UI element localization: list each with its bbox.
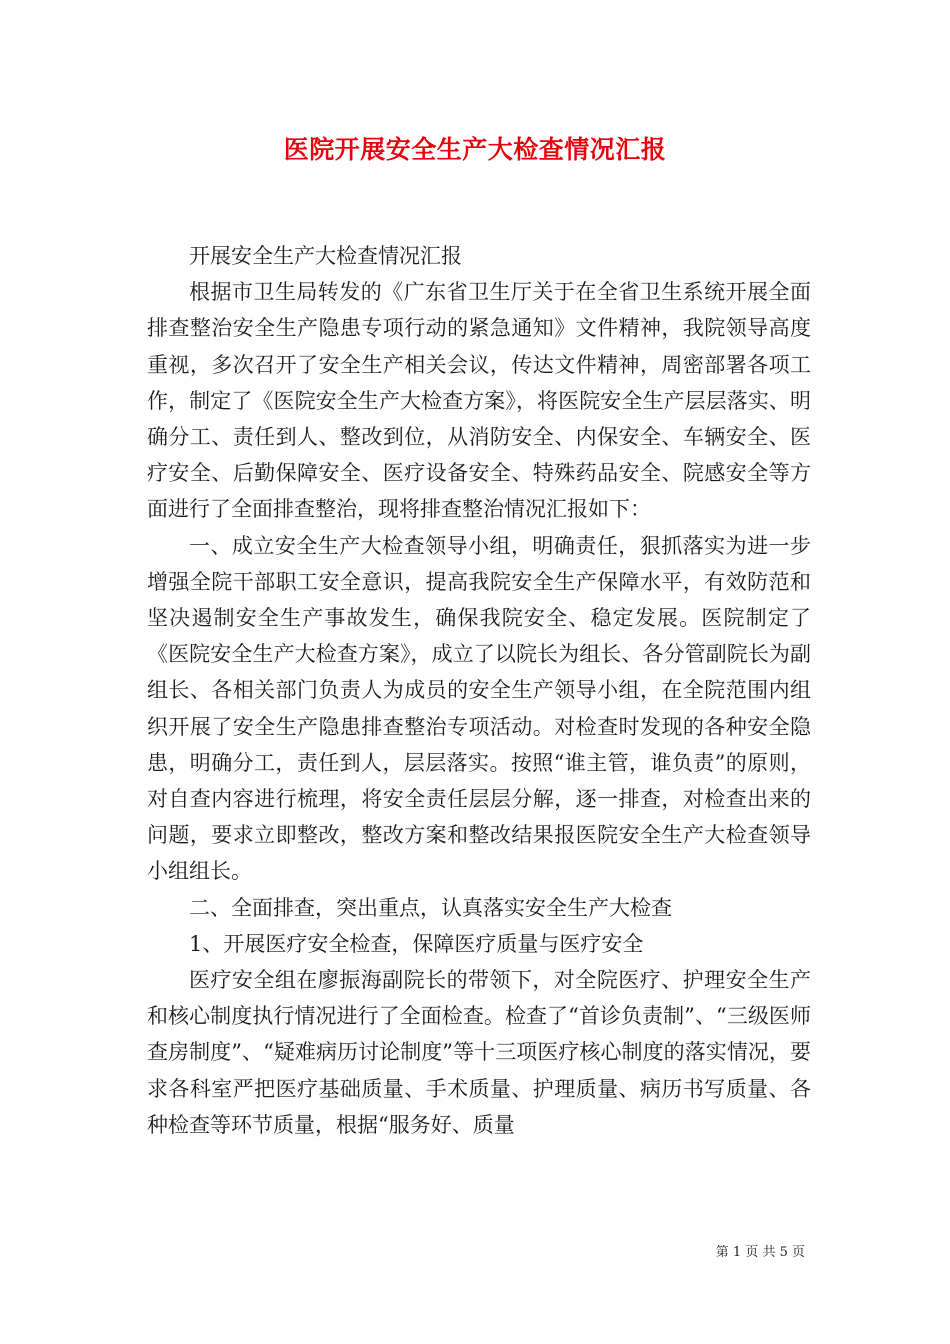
page-indicator: 第 1 页 共 5 页 (715, 1245, 805, 1260)
paragraph-intro: 根据市卫生局转发的《广东省卫生厅关于在全省卫生系统开展全面排查整治安全生产隐患专项行动的紧急通知》文件精神，我院领导高度重视，多次召开了安全生产相关会议，传达文件精神，周密部署各项工作，制定了《医院安全生产大检查方案》，将医院安全生产层层落实、明确分工、责任到人、整改到位，从消防安全、内保安全、车辆安全、医疗安全、后勤保障安全、医疗设备安全、特殊药品安全、院感安全等方面进行了全面排查整治，现将排查整治情况汇报如下： (147, 280, 811, 522)
paragraph-medical-safety: 医疗安全组在廖振海副院长的带领下，对全院医疗、护理安全生产和核心制度执行情况进行了全面检查。检查了“首诊负责制”、“三级医师查房制度”、“疑难病历讨论制度”等十三项医疗核心制度的落实情况，要求各科室严把医疗基础质量、手术质量、护理质量、病历书写质量、各种检查等环节质量，根据“服务好、质量 (147, 968, 811, 1137)
paragraph-section-1: 一、成立安全生产大检查领导小组，明确责任，狠抓落实为进一步增强全院干部职工安全意识，提高我院安全生产保障水平，有效防范和坚决遏制安全生产事故发生，确保我院安全、稳定发展。医院制定了《医院安全生产大检查方案》，成立了以院长为组长、各分管副院长为副组长、各相关部门负责人为成员的安全生产领导小组，在全院范围内组织开展了安全生产隐患排查整治专项活动。对检查时发现的各种安全隐患，明确分工，责任到人，层层落实。按照“谁主管，谁负责”的原则，对自查内容进行梳理，将安全责任层层分解，逐一排查，对检查出来的问题，要求立即整改，整改方案和整改结果报医院安全生产大检查领导小组组长。 (147, 533, 811, 884)
paragraph-subtitle: 开展安全生产大检查情况汇报 (189, 244, 462, 268)
document-body (147, 238, 811, 1143)
document-title: 医院开展安全生产大检查情况汇报 (283, 135, 667, 164)
paragraph-section-2-heading: 二、全面排查，突出重点，认真落实安全生产大检查 (189, 895, 672, 920)
paragraph-subsection-1-heading: 1、开展医疗安全检查，保障医疗质量与医疗安全 (189, 931, 644, 956)
